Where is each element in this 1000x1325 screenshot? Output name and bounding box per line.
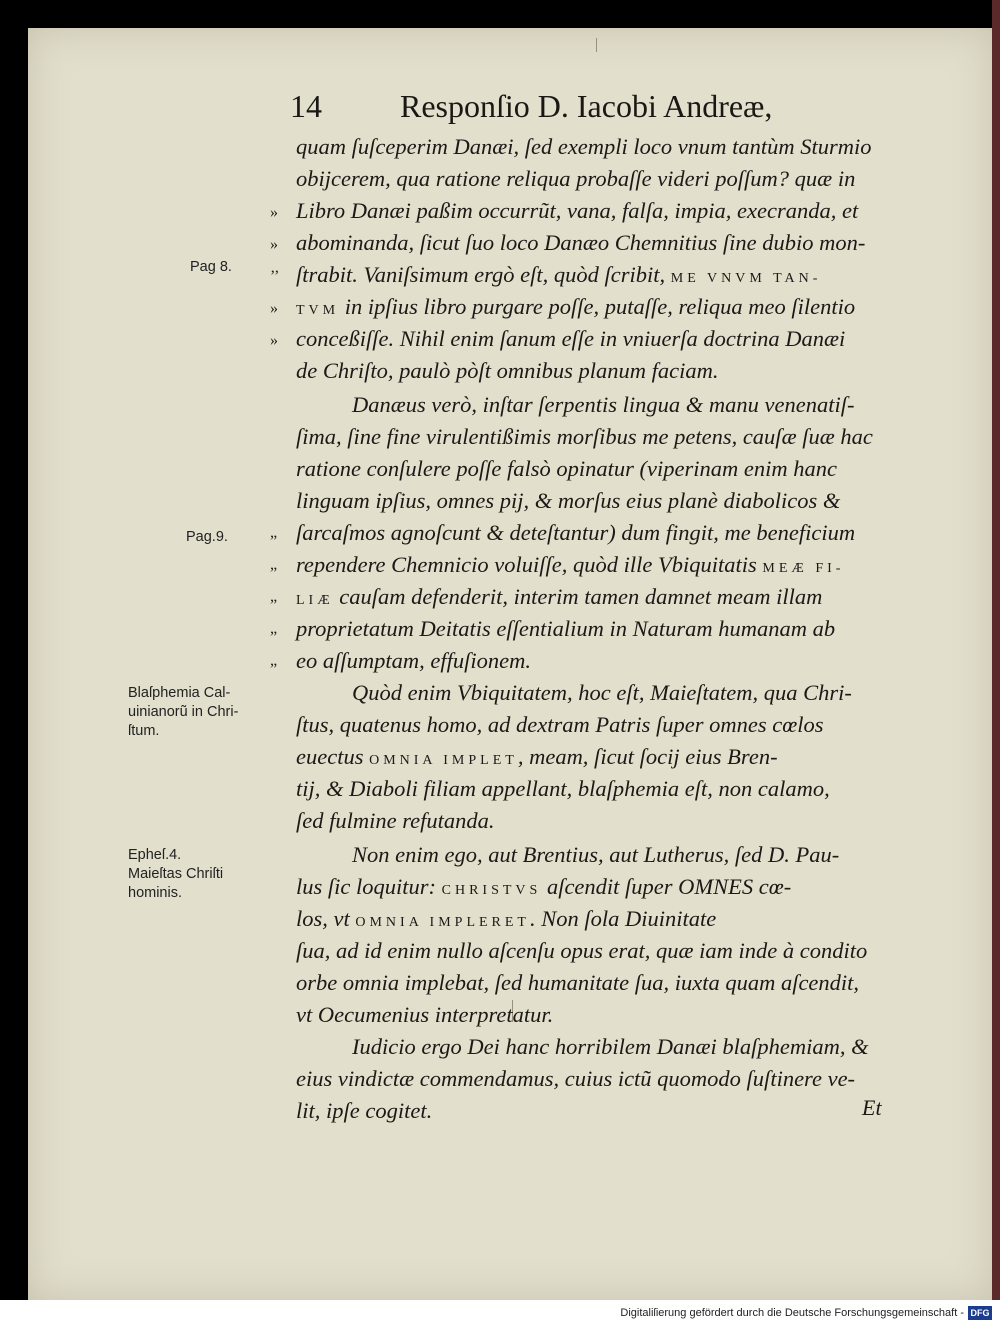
text-line: Libro Danæi paßim occurrũt, vana, falſa, impia, execranda, et (296, 198, 859, 223)
text-line: eo aſſumptam, effuſionem. (296, 648, 531, 673)
page-number: 14 (290, 88, 322, 124)
text-line: de Chriſto, paulò pòſt omnibus planum faciam. (296, 358, 719, 383)
text-line: los, vt OMNIA IMPLERET. Non ſola Diuinitate (296, 906, 717, 931)
text-line: quam ſuſceperim Danæi, ſed exempli loco vnum tantùm Sturmio (296, 134, 872, 159)
quote-marker: „ (270, 652, 278, 669)
running-title: Responſio D. Iacobi Andreæ, (400, 88, 773, 124)
text-line: ſima, ſine fine virulentißimis morſibus me petens, cauſæ ſuæ hac (296, 424, 873, 449)
margin-note-pag9: Pag.9. (186, 529, 228, 545)
text-line: ſua, ad id enim nullo aſcenſu opus erat, quæ iam inde à condito (296, 938, 868, 963)
text-line: abominanda, ſicut ſuo loco Danæo Chemnitius ſine dubio mon- (296, 230, 866, 255)
paragraph-start-line: Danæus verò, inſtar ſerpentis lingua & manu venenatiſ- (352, 392, 855, 417)
margin-note-blasphemia: Blaſphemia Cal- uinianorũ in Chri- ſtum. (128, 685, 239, 739)
text-line: lit, ipſe cogitet. (296, 1098, 433, 1123)
quote-marker: » (270, 236, 278, 253)
text-line: ſed fulmine refutanda. (296, 808, 495, 833)
quote-marker: » (270, 332, 278, 349)
text-line: lus ſic loquitur: CHRISTVS aſcendit ſuper OMNES cœ- (296, 874, 792, 899)
text-line: proprietatum Deitatis eſſentialium in Naturam humanam ab (296, 616, 836, 641)
quote-marker: „ (270, 620, 278, 637)
quote-marker: „ (270, 556, 278, 573)
paragraph-start-line: Quòd enim Vbiquitatem, hoc eſt, Maieſtatem, qua Chri- (352, 680, 852, 705)
text-line: ratione conſulere poſſe falsò opinatur (viperinam enim hanc (296, 456, 837, 481)
quote-marker: » (270, 204, 278, 221)
quote-marker: ’’ (270, 268, 280, 285)
folio-tick-mark (596, 38, 597, 52)
text-line: euectus OMNIA IMPLET, meam, ſicut ſocij eius Bren- (296, 744, 778, 769)
text-line: ſtrabit. Vaniſsimum ergò eſt, quòd ſcribit, ME VNVM TAN- (296, 262, 822, 287)
margin-note-ephes: Epheſ.4. Maieſtas Chriſti hominis. (128, 847, 224, 901)
text-line: rependere Chemnicio voluiſſe, quòd ille Vbiquitatis MEÆ FI- (296, 552, 845, 577)
digitization-credit: Digitaliſierung gefördert durch die Deutsche Forschungsgemeinschaft - (620, 1307, 964, 1319)
margin-note-pag8: Pag 8. (190, 259, 232, 275)
text-line: eius vindictæ commendamus, cuius ictũ quomodo ſuſtinere ve- (296, 1066, 856, 1091)
text-line: tij, & Diaboli filiam appellant, blaſphemia eſt, non calamo, (296, 776, 830, 801)
paragraph-start-line: Iudicio ergo Dei hanc horribilem Danæi blaſphemiam, & (352, 1034, 869, 1059)
text-line: orbe omnia implebat, ſed humanitate ſua, iuxta quam aſcendit, (296, 970, 860, 995)
quote-marker: „ (270, 588, 278, 605)
text-line: ſarcaſmos agnoſcunt & deteſtantur) dum fingit, me beneficium (296, 520, 856, 545)
text-line: LIÆ cauſam defenderit, interim tamen damnet meam illam (296, 584, 823, 609)
footer-bar (0, 1300, 1000, 1325)
text-line: vt Oecumenius interpretatur. (296, 1002, 554, 1027)
text-line: linguam ipſius, omnes pij, & morſus eius planè diabolicos & (296, 488, 841, 513)
dfg-logo: DFG (968, 1306, 992, 1320)
paragraph-start-line: Non enim ego, aut Brentius, aut Lutherus, ſed D. Pau- (352, 842, 840, 867)
quote-marker: » (270, 300, 278, 317)
text-line: ſtus, quatenus homo, ad dextram Patris ſuper omnes cœlos (296, 712, 824, 737)
text-line: obijcerem, qua ratione reliqua probaſſe videri poſſum? quæ in (296, 166, 856, 191)
text-line: TVM in ipſius libro purgare poſſe, putaſſe, reliqua meo ſilentio (296, 294, 856, 319)
page-edge-strip (992, 0, 1000, 1300)
quote-marker: „ (270, 524, 278, 541)
text-line: conceßiſſe. Nihil enim ſanum eſſe in vniuerſa doctrina Danæi (296, 326, 846, 351)
catchword: Et (862, 1095, 882, 1120)
